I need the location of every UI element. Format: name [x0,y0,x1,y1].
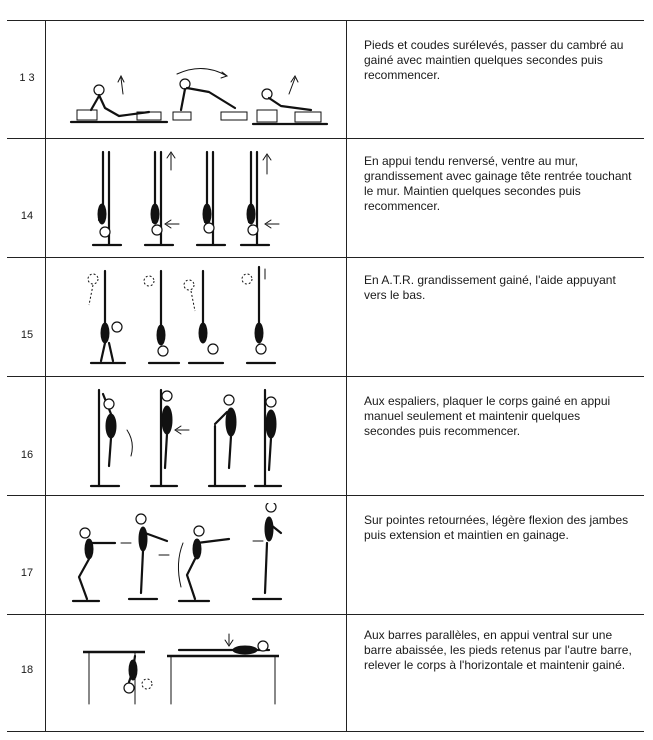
exercise-description: En A.T.R. grandissement gainé, l'aide appuyant vers le bas. [364,273,616,302]
exercise-illustration [49,64,347,134]
gymnast-figure [255,390,281,486]
gymnast-figure [91,390,132,486]
gymnast-figure [242,267,275,363]
exercise-description: Pieds et coudes surélevés, passer du cambré au gainé avec maintien quelques secondes puis recommencer. [364,38,624,82]
gymnast-figure [71,76,167,122]
exercise-number: 1 3 [19,72,35,84]
gymnast-figure [73,528,131,601]
exercise-table [7,20,644,732]
gymnast-figure [241,152,279,245]
gymnast-figure [209,395,245,486]
exercise-illustration [49,148,347,252]
exercise-number: 16 [20,449,34,461]
gymnast-figure [88,271,125,363]
exercise-illustration [49,632,347,706]
exercise-description: Aux barres parallèles, en appui ventral sur une barre abaissée, les pieds retenus par l'autre barre, relever le corps à l'horizontale et maintenir gainé. [364,628,632,672]
exercise-number: 17 [20,567,34,579]
exercise-illustration [49,265,347,371]
table-row [7,376,644,495]
gymnast-figure [173,68,247,120]
table-row [7,495,644,614]
exercise-number: 14 [20,210,34,222]
gymnast-figure [145,152,179,245]
gymnast-figure [151,390,189,486]
gymnast-figure [197,152,225,245]
exercise-number: 15 [20,329,34,341]
gymnast-figure [184,271,223,363]
gymnast-figure [83,652,152,704]
gymnast-figure [144,271,179,363]
gymnast-figure [178,526,229,601]
table-row [7,614,644,731]
table-row [7,20,644,138]
table-bottom-border [7,731,644,732]
gymnast-figure [129,514,169,599]
exercise-illustration [49,386,347,490]
exercise-description: Aux espaliers, plaquer le corps gainé en appui manuel seulement et maintenir quelques secondes puis recommencer. [364,394,611,438]
exercise-description: En appui tendu renversé, ventre au mur, grandissement avec gainage tête rentrée touchant le mur. Maintien quelques secondes puis recommencer. [364,154,632,213]
gymnast-figure [167,634,279,704]
gymnast-figure [93,152,121,245]
exercise-number: 18 [20,664,34,676]
exercise-description: Sur pointes retournées, légère flexion des jambes puis extension et maintien en gainage. [364,513,629,542]
gymnast-figure [253,76,327,124]
gymnast-figure [253,503,281,599]
table-row [7,138,644,257]
table-row [7,257,644,376]
exercise-illustration [49,503,347,611]
